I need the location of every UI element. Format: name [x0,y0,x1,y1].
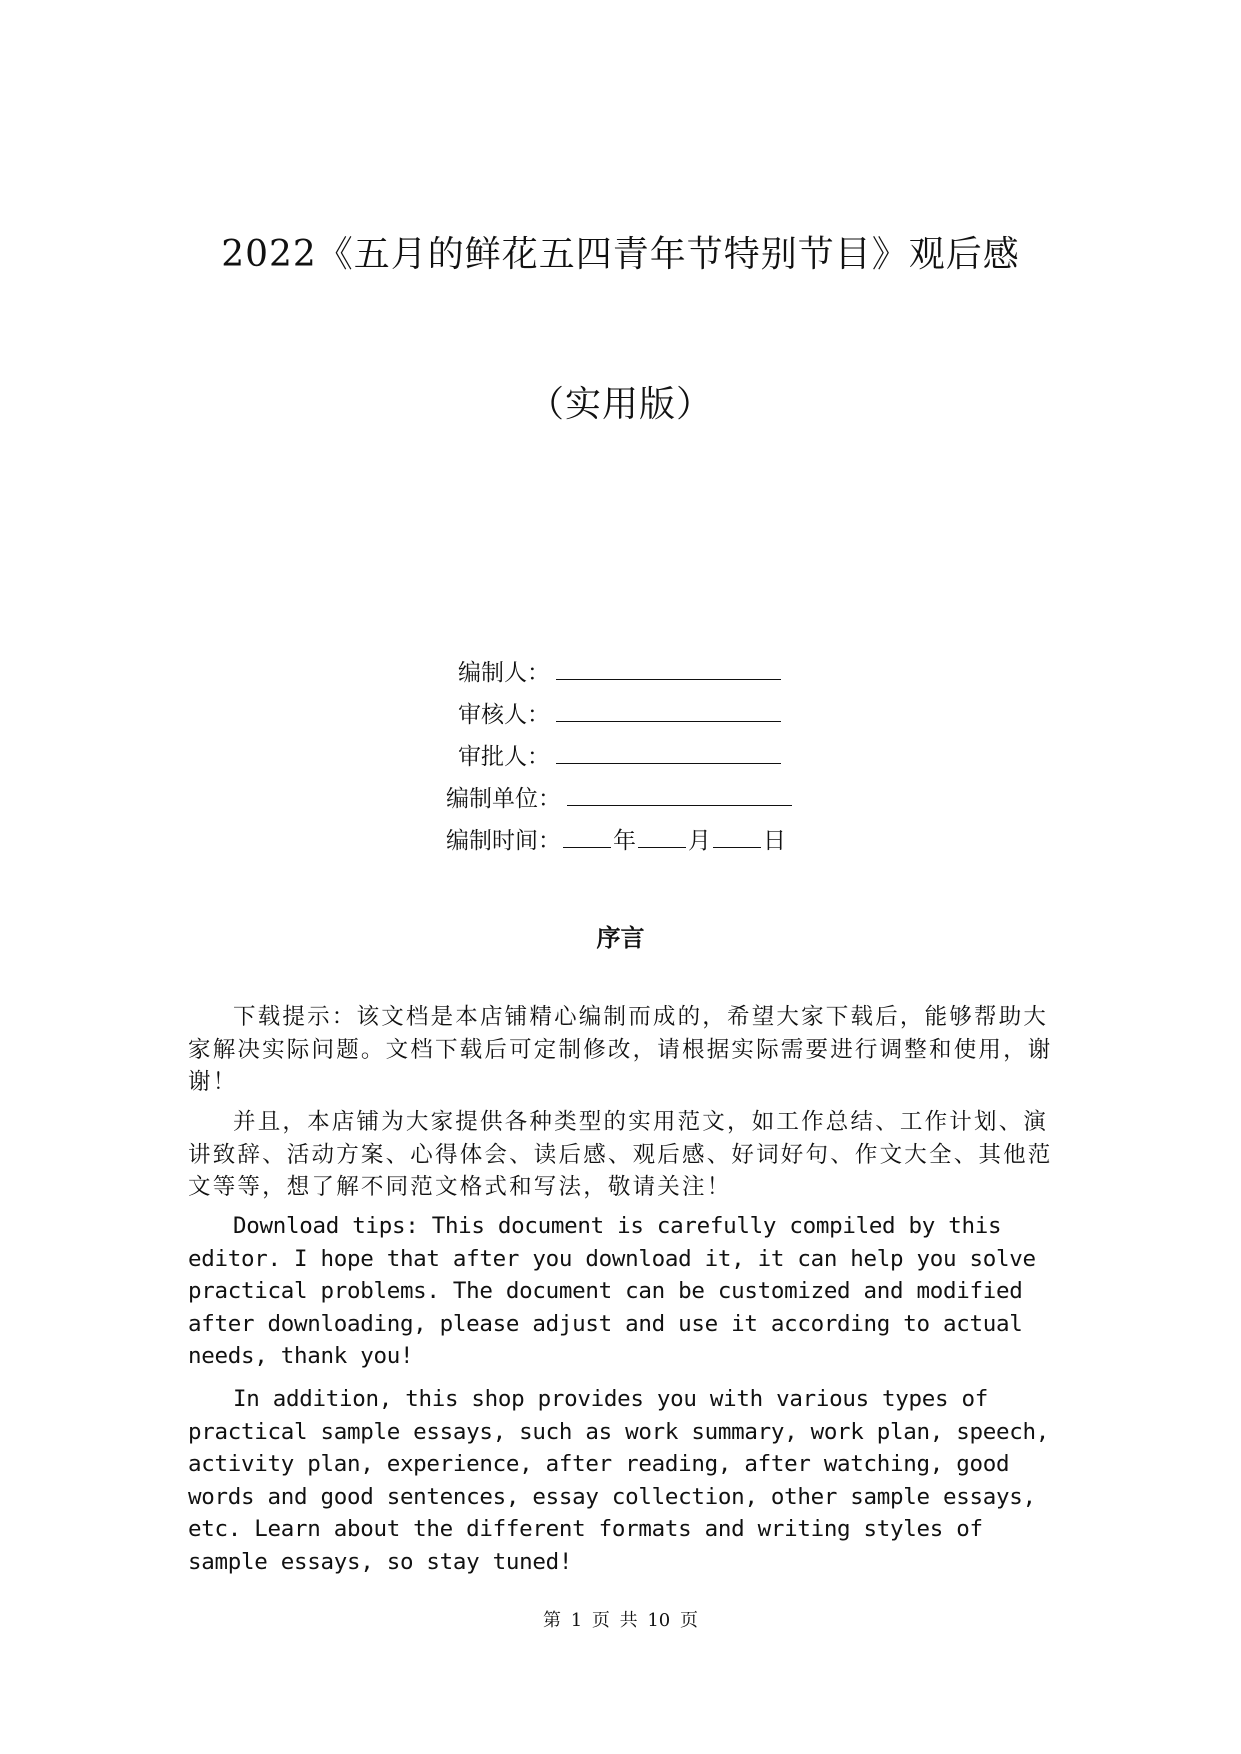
approver-blank [556,745,781,764]
time-label: 编制时间： [446,828,561,854]
month-label: 月 [688,828,711,854]
preface-paragraph-1: 下载提示：该文档是本店铺精心编制而成的，希望大家下载后，能够帮助大家解决实际问题。文档下载后可定制修改，请根据实际需要进行调整和使用，谢谢！ [188,1004,1053,1095]
unit-field [446,780,792,813]
reviewer-field [458,696,781,729]
reviewer-label: 审核人： [458,702,550,728]
preface-paragraph-2: 并且，本店铺为大家提供各种类型的实用范文，如工作总结、工作计划、演讲致辞、活动方案、心得体会、读后感、观后感、好词好句、作文大全、其他范文等等，想了解不同范文格式和写法，敬请关注！ [188,1109,1053,1200]
approver-label: 审批人： [458,744,550,770]
unit-blank [567,787,792,806]
day-blank [713,829,761,848]
preface-heading: 序言 [596,923,645,952]
document-subtitle: （实用版） [527,384,713,425]
preface-paragraph-4: In addition, this shop provides you with various types of practical sample essays, such as work summary, work plan, speech, activity plan, experience, after reading, after watching, good words and good sentences, essay collection, other sample essays, etc. Learn about the different formats and writing styles of sample essays, so stay tuned! [188,1386,1050,1575]
unit-label: 编制单位： [446,786,561,812]
preface-paragraph-3: Download tips: This document is carefully compiled by this editor. I hope that after you download it, it can help you solve practical problems. The document can be customized and modified after downloading, please adjust and use it according to actual needs, thank you! [188,1213,1036,1369]
compiler-field [458,654,781,687]
year-label: 年 [613,828,636,854]
compiler-blank [556,661,781,680]
compiler-label: 编制人： [458,660,550,686]
reviewer-blank [556,703,781,722]
document-title: 2022《五月的鲜花五四青年节特别节目》观后感 [221,234,1020,275]
day-label: 日 [763,828,786,854]
year-blank [563,829,611,848]
month-blank [638,829,686,848]
approver-field [458,738,781,771]
time-field [446,822,786,855]
page-number: 第 1 页 共 10 页 [543,1610,698,1631]
